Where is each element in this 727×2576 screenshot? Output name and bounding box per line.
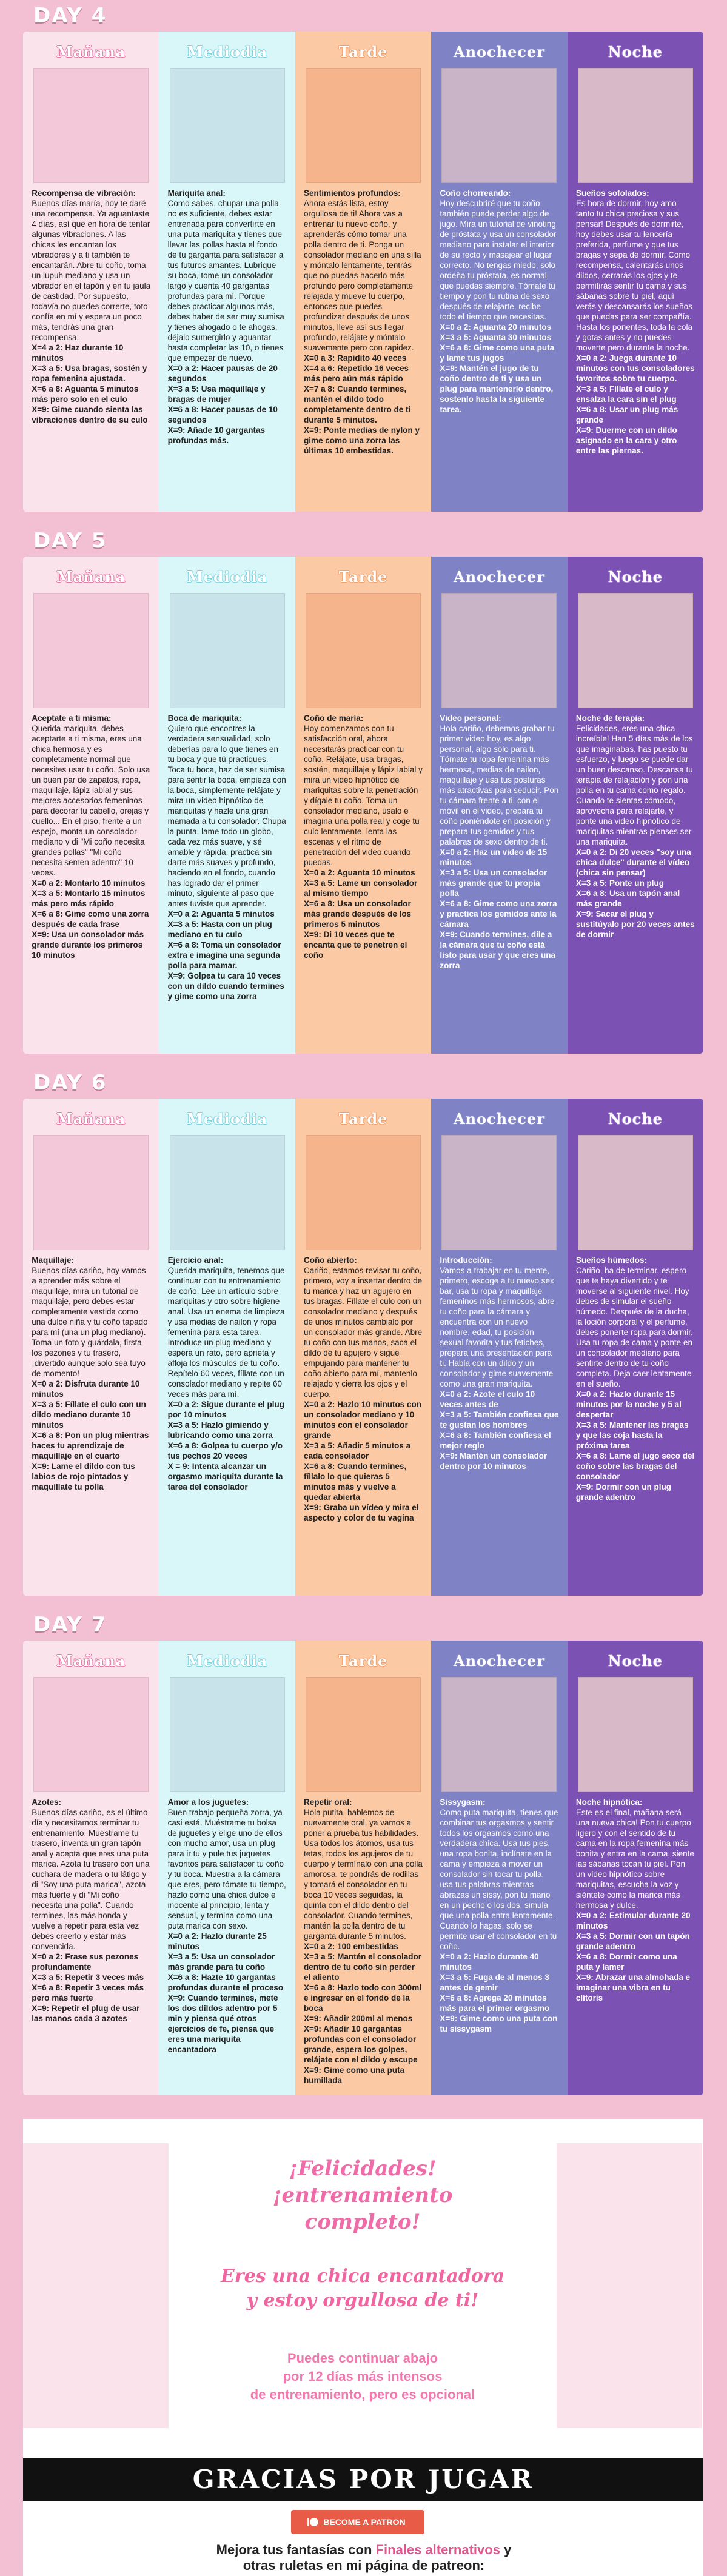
task-text	[440, 188, 558, 415]
task-rules: X=0 a 2: 100 embestidas X=3 a 5: Mantén el consolador dentro de tu coño sin perder el aliento X=6 a 8: Hazlo todo con 300ml e ingresar en el fondo de la boca X=9: Añadir 200ml al menos X=9: Añadir 10 gargantas profundas con el consolador grande, espera los golpes, relájate con el dildo y escupe X=9: Gime como una puta humillada	[304, 1942, 421, 2085]
task-rules: X=0 a 2: Estimular durante 20 minutos X=3 a 5: Dormir con un tapón grande adentro X=6 a 8: Dormir como una puta y lamer X=9: Abrazar una almohada e imaginar una vibra en tu clítoris	[575, 1911, 691, 2002]
task-body: Querida mariquita, debes aceptarte a ti misma, eres una chica hermosa y es completamente normal que necesites usar tu coño. Solo usa un buen par de zapatos, ropa, maquillaje, lápiz labial y sus mejores accesorios femeninos para decorar tu cabello, orejas y cuello... En el piso, frente a un espejo, monta un consolador mediano y di "Mi coño necesita grandes pollas" "Mi coño necesita semen adentro" 10 veces.	[32, 724, 150, 877]
period-header: Noche	[608, 1110, 663, 1128]
task-rules: X=4 a 2: Haz durante 10 minutos X=3 a 5: Usa bragas, sostén y ropa femenina ajustada. X=6 a 8: Aguanta 5 minutos más pero solo en el culo X=9: Gime cuando sienta las vibraciones dentro de su culo	[32, 343, 148, 424]
task-title: Coño abierto:	[304, 1256, 357, 1265]
illustration-image	[578, 593, 693, 708]
period-header: Tarde	[338, 1110, 388, 1128]
task-text	[168, 188, 287, 446]
task-title: Amor a los juguetes:	[167, 1798, 249, 1807]
period-column	[295, 1099, 431, 1596]
task-body: Hola putita, hablemos de nuevamente oral, ya vamos a poner a prueba tus habilidades. Usa todos los átomos, usa tus tetas, todos los agujeros de tu cuerpo y termínalo con una polla amorosa, te pondrás de rodillas y tomará el consolador en tu boca 10 veces seguidas, la quinta con el dildo dentro del consolador. Cuando termines, mantén la polla dentro de tu garganta durante 5 minutos.	[304, 1808, 423, 1941]
congrats-line: ¡entrenamiento	[272, 2183, 453, 2207]
illustration-image	[33, 593, 149, 708]
task-title: Coño chorreando:	[440, 189, 511, 198]
period-column	[23, 557, 159, 1054]
illustration-image	[306, 68, 421, 183]
task-title: Noche de terapia:	[575, 714, 645, 723]
task-rules: X=0 a 2: Azote el culo 10 veces antes de X=3 a 5: También confiesa que te gustan los hombres X=6 a 8: También confiesa el mejor reglo X=9: Mantén un consolador dentro por 10 minutos	[440, 1390, 559, 1471]
day-block	[23, 32, 703, 512]
task-rules: X=0 a 2: Sigue durante el plug por 10 minutos X=3 a 5: Hazlo gimiendo y lubricando como una zorra X=6 a 8: Golpea tu cuerpo y/o tus pechos 20 veces X = 9: Intenta alcanzar un orgasmo mariquita durante la tarea del consolador	[167, 1400, 285, 1491]
period-column	[568, 557, 703, 1054]
task-rules: X=0 a 2: Aguanta 10 minutos X=3 a 5: Lame un consolador al mismo tiempo X=6 a 8: Usa un consolador más grande después de los primeros 5 minutos X=9: Di 10 veces que te encanta que te penetren el coño	[304, 868, 418, 960]
period-column	[295, 557, 431, 1054]
task-text	[168, 1255, 287, 1492]
period-header: Anochecer	[453, 43, 545, 61]
task-rules: X=0 a 2: Aguanta 5 minutos X=3 a 5: Hasta con un plug mediano en tu culo X=6 a 8: Toma un consolador extra e imagina una segunda polla para mamar. X=9: Golpea tu cara 10 veces con un dildo cuando termines y gime como una zorra	[167, 909, 284, 1001]
task-text	[304, 1255, 423, 1523]
illustration-image	[170, 593, 285, 708]
final-section	[23, 2119, 703, 2458]
period-column	[159, 1099, 295, 1596]
task-title: Recompensa de vibración:	[32, 189, 136, 198]
period-column	[23, 1099, 159, 1596]
task-title: Introducción:	[440, 1256, 492, 1265]
period-header: Mañana	[56, 1652, 126, 1670]
task-title: Coño de maría:	[304, 714, 364, 723]
period-column	[568, 1099, 703, 1596]
period-header: Tarde	[338, 568, 388, 586]
illustration-image	[33, 1677, 149, 1792]
period-header: Anochecer	[453, 1110, 545, 1128]
task-text	[304, 1797, 423, 2086]
period-column	[159, 557, 295, 1054]
thanks-banner: GRACIAS POR JUGAR	[23, 2458, 703, 2501]
task-text	[576, 1255, 695, 1502]
period-column	[431, 1641, 567, 2095]
illustration-image	[578, 1677, 693, 1792]
task-text	[304, 188, 423, 456]
task-text	[576, 713, 695, 940]
task-title: Maquillaje:	[32, 1256, 74, 1265]
period-column	[23, 32, 159, 512]
task-rules: X=0 a 2: Hazlo durante 15 minutos por la noche y 5 al despertar X=3 a 5: Mantener las bragas y que las coja hasta la próxima tarea X=6 a 8: Lame el jugo seco del coño sobre las bragas del consolador X=9: Dormir con un plug grande adentro	[575, 1390, 695, 1502]
task-rules: X=0 a 2: Hazlo durante 25 minutos X=3 a 5: Usa un consolador más grande para tu coño X=6 a 8: Hazte 10 gargantas profundas durante el proceso X=9: Cuando termines, mete los dos dildos adentro por 5 min y piensa qué otros ejercicios de fe, piensa que eres una mariquita encantadora	[167, 1932, 284, 2054]
task-rules: X=0 a 2: Montarlo 10 minutos X=3 a 5: Montarlo 15 minutos más pero más rápido X=6 a 8: Gime como una zorra después de cada frase X=9: Usa un consolador más grande durante los primeros 10 minutos	[32, 878, 149, 960]
illustration-image	[33, 1135, 149, 1250]
congrats-line: ¡Felicidades!	[289, 2156, 437, 2181]
task-title: Aceptate a ti misma:	[32, 714, 112, 723]
day-title: DAY 7	[33, 1613, 107, 1637]
task-title: Boca de mariquita:	[167, 714, 242, 723]
task-body: Cariño, estamos revisar tu coño, primero, voy a insertar dentro de tu marica y haz un agujero en tus bragas. Fíllate el culo con un consolador mediano y después de unos minutos cambialo por un consolador más grande. Abre tu coño con tus manos, saca el dildo de tu agujero y sigue empujando para mantener tu coño abierto para mí, mantenlo relajado y cierra los ojos y el cuerpo.	[304, 1266, 423, 1399]
task-text	[168, 1797, 287, 2055]
period-column	[23, 1641, 159, 2095]
task-body: Buen trabajo pequeña zorra, ya casi está. Muéstrame tu bolsa de juguetes y elige uno de ellos con mucho amor, usa un plug para ir tu y pule tus juguetes favoritos para satisfacer tu coño y tu boca. Muestra a la cámara que eres, pero tómate tu tiempo, hazlo como una chica dulce e inocente al principio, lenta y sensual, y termina como una puta marica con sexo.	[167, 1808, 286, 1930]
period-column	[159, 32, 295, 512]
day-block	[23, 557, 703, 1054]
period-column	[431, 32, 567, 512]
continue-line: de entrenamiento, pero es opcional	[250, 2387, 475, 2402]
period-column	[431, 557, 567, 1054]
period-header: Mediodia	[187, 1652, 268, 1670]
task-title: Ejercicio anal:	[167, 1256, 224, 1265]
period-header: Tarde	[338, 1652, 388, 1670]
illustration-image	[306, 593, 421, 708]
illustration-image	[441, 68, 557, 183]
task-title: Sissygasm:	[440, 1798, 486, 1807]
period-header: Mediodia	[187, 43, 268, 61]
period-header: Anochecer	[453, 1652, 545, 1670]
task-body: Hola cariño, debemos grabar tu primer video hoy, es algo personal, algo sólo para ti. Tómate tu ropa femenina más hermosa, medias de nailon, maquillaje y usa tus posturas más atractivas para seducir. Pon tu cámara frente a ti, con el móvil en el video, prepara tu coño poniéndote en posición y prepara tus gemidos y tus palabras de sexo dentro de ti.	[440, 724, 559, 846]
task-text	[576, 1797, 695, 2003]
illustration-image	[306, 1677, 421, 1792]
patreon-message	[121, 2542, 606, 2574]
cute-line: Eres una chica encantadora	[220, 2266, 505, 2287]
continue-message	[205, 2349, 520, 2404]
task-body: Como sabes, chupar una polla no es suficiente, debes estar entrenada para convertirte en una puta mariquita y tienes que llevar las pollas hasta el fondo de tu garganta para satisfacer a tus futuros amantes. Lubrique su boca, tome un consolador largo y cuenta 40 gargantas profundas para mí. Porque debes practicar algunos más, debes haber de ser muy sumisa y tienes ahogado o te ahogas, déjalo sumergirlo y aguantar hasta completar las 10, o tienes que empezar de nuevo.	[167, 199, 284, 363]
illustration-image	[441, 593, 557, 708]
cute-line: y estoy orgullosa de ti!	[246, 2290, 479, 2311]
period-header: Mañana	[56, 43, 126, 61]
become-patron-button[interactable]	[291, 2510, 424, 2534]
illustration-image	[170, 68, 285, 183]
patreon-msg-line: otras ruletas en mi página de patreon:	[243, 2558, 485, 2573]
day-title: DAY 6	[33, 1071, 107, 1095]
day-title: DAY 5	[33, 529, 107, 553]
period-column	[295, 1641, 431, 2095]
task-body: Es hora de dormir, hoy amo tanto tu chica preciosa y sus pensar! Después de dormirte, hoy debes usar tu lencería preferida, perfume y que tus bragas y sepa de dormir. Como recompensa, calentarás unos dildos, cerrarás los ojos y te permitirás sentir tu cama y sus sábanas sobre tu piel, aquí verás y descansarás los sueños que puedas para ser compañía. Hasta los ponentes, toda la cola y gotas antes y no puedes moverte pero durante la noche.	[575, 199, 692, 352]
illustration-image	[33, 68, 149, 183]
task-text	[440, 1255, 558, 1471]
illustration-image	[441, 1135, 557, 1250]
task-body: Buenos días cariño, es el último día y necesitamos terminar tu entrenamiento. Muéstrame tu trasero, inventa un gran tapón anal y acepta que eres una puta marica. Azota tu trasero con una cuchara de madera o tu látigo y di "Soy una puta marica", azota más fuerte y di "Mi coño necesita una polla". Cuando termines, las más honda y vuelve a repetir para esta vez debes creerlo y estar más convencida.	[32, 1808, 150, 1951]
period-column	[159, 1641, 295, 2095]
task-body: Cariño, ha de terminar, espero que te haya divertido y te moverse al siguiente nivel. Hoy debes de simular el sueño húmedo. Después de la ducha, la loción corporal y el perfume, debes ponerte ropa para dormir. Usa tu ropa de cama y ponte en un consolador mediano para sentirte dentro de tu coño completa. Deja caer lentamente en el sueño.	[575, 1266, 693, 1388]
task-body: Buenos días maría, hoy te daré una recompensa. Ya aguantaste 4 días, así que en hora de tentar algunas vibraciones. A las chicas les encantan los vibradores y a ti también te encantarán. Abre tu coño, toma un lupuh mediano y usa un vibrador en el tapón y en tu jaula de castidad. Por supuesto, todavía no puedes correrte, toto confía en mí y espera un poco más, tendrás una gran recompensa.	[32, 199, 151, 342]
congrats-title	[205, 2155, 520, 2235]
period-column	[295, 32, 431, 512]
day-block	[23, 1641, 703, 2095]
task-title: Repetir oral:	[304, 1798, 352, 1807]
task-title: Sentimientos profundos:	[304, 189, 401, 198]
patreon-msg-text: Mejora tus fantasías con	[216, 2542, 376, 2557]
period-header: Tarde	[338, 43, 388, 61]
period-column	[568, 32, 703, 512]
illustration-image	[170, 1677, 285, 1792]
task-body: Hoy descubriré que tu coño también puede perder algo de jugo. Mira un tutorial de vinoting de próstata y usa un consolador mediano para instalar el interior de su recto y masajear el lugar correcto. No tengas miedo, solo ordeña tu próstata, es normal que puedas siempre. Tómate tu tiempo y pon tu rutina de sexo después de relajarte, recibe todo el tiempo que necesitas.	[440, 199, 557, 321]
task-title: Noche hipnótica:	[575, 1798, 643, 1807]
task-text	[32, 1797, 150, 2024]
task-title: Sueños húmedos:	[575, 1256, 647, 1265]
task-text	[168, 713, 287, 1002]
day-block	[23, 1099, 703, 1596]
illustration-image	[578, 1135, 693, 1250]
period-header: Mañana	[56, 568, 126, 586]
illustration-image	[170, 1135, 285, 1250]
continue-line: Puedes continuar abajo	[287, 2350, 438, 2366]
task-title: Azotes:	[32, 1798, 61, 1807]
task-rules: X=0 a 2: Haz un video de 15 minutos X=3 a 5: Usa un consolador más grande que tu propia polla X=6 a 8: Gime como una zorra y practica los gemidos ante la cámara X=9: Cuando termines, dile a la cámara que tu coño está listo para usar y que eres una zorra	[440, 848, 557, 970]
left-illustration	[23, 2143, 169, 2428]
task-rules: X=0 a 2: Aguanta 20 minutos X=3 a 5: Aguanta 30 minutos X=6 a 8: Gime como una puta y lame tus jugos X=9: Mantén el jugo de tu coño dentro de ti y usa un plug para mantenerlo dentro, sostenlo hasta la siguiente tarea.	[440, 323, 555, 414]
cute-message	[205, 2264, 520, 2313]
task-rules: X=0 a 2: Juega durante 10 minutos con tus consoladores favoritos sobre tu cuerpo. X=3 a 5: Fíllate el culo y ensalza la cara sin el plug X=6 a 8: Usar un plug más grande X=9: Duerme con un dildo asignado en la cara y otro entre las piernas.	[575, 353, 695, 455]
task-title: Mariquita anal:	[167, 189, 226, 198]
task-text	[440, 1797, 558, 2034]
period-column	[431, 1099, 567, 1596]
period-header: Noche	[608, 1652, 663, 1670]
task-rules: X=0 a 2: Hazlo durante 40 minutos X=3 a 5: Fuga de al menos 3 antes de gemir X=6 a 8: Agrega 20 minutos más para el primer orgasmo X=9: Gime como una puta con tu sissygasm	[440, 1952, 558, 2033]
patreon-icon	[310, 2518, 318, 2526]
period-header: Noche	[608, 43, 663, 61]
task-text	[304, 713, 423, 960]
patreon-alt-endings-link[interactable]: Finales alternativos	[375, 2542, 500, 2557]
task-body: Felicidades, eres una chica increíble! Han 5 días más de los que imaginabas, has puesto tu esfuerzo, y luego se puede dar un buen descanso. Descansa tu terapia de relajación y pon una polla en tu cama como regalo. Cuando te sientas cómodo, aprovecha para relajarte, y ponte una video hipnótico de mariquitas mientras pienses ser una mariquita.	[575, 724, 693, 846]
task-text	[576, 188, 695, 456]
become-patron-label: BECOME A PATRON	[323, 2517, 406, 2527]
period-header: Noche	[608, 568, 663, 586]
period-header: Anochecer	[453, 568, 545, 586]
task-text	[32, 713, 150, 960]
task-title: Sueños sofolados:	[575, 189, 649, 198]
illustration-image	[306, 1135, 421, 1250]
task-text	[440, 713, 558, 971]
task-rules: X=0 a 3: Rapidito 40 veces X=4 a 6: Repetido 16 veces más pero aún más rápido X=7 a 8: Cuando termines, mantén el dildo todo completamente dentro de ti durante 5 minutos. X=9: Ponte medias de nylon y gime como una zorra las últimas 10 embestidas.	[304, 353, 420, 455]
congrats-line: completo!	[304, 2210, 421, 2234]
task-body: Buenos días cariño, hoy vamos a aprender más sobre el maquillaje, mira un tutorial de maquillaje, pero debes estar completamente vestida como una dulce niña y tu coño tapado para mí (una un plug mediano). Toma un foto y guárdala, firsta los pezones y tu trasero, ¡divertido aunque solo sea tuyo de momento!	[32, 1266, 148, 1378]
task-rules: X=0 a 2: Hacer pausas de 20 segundos X=3 a 5: Usa maquillaje y bragas de mujer X=6 a 8: Hacer pausas de 10 segundos X=9: Añade 10 gargantas profundas más.	[167, 364, 278, 445]
period-header: Mañana	[56, 1110, 126, 1128]
day-title: DAY 4	[33, 4, 107, 28]
task-body: Este es el final, mañana será una nueva chica! Pon tu cuerpo ligero y con el sentido de tu cama en la ropa femenina más bonita y entra en la cama, siente las sábanas tocan tu piel. Pon un video hipnótico sobre mariquitas, escucha la voz y siéntete como la marica más hermosa y dulce.	[575, 1808, 694, 1910]
task-rules: X=0 a 2: Di 20 veces "soy una chica dulce" durante el vídeo (chica sin pensar) X=3 a 5: Ponte un plug X=6 a 8: Usa un tapón anal más grande X=9: Sacar el plug y sustitúyalo por 20 veces antes de dormir	[575, 848, 695, 939]
task-title: Video personal:	[440, 714, 501, 723]
task-body: Como puta mariquita, tienes que combinar tus orgasmos y sentir todos los orgasmos como una verdadera chica. Usa tus pies, una ropa bonita, inclínate en la cama y empieza a mover un consolador sin tocar tu polla, usa tus palabras mientras abrazas un sissy, pon tu mano en un pecho o los dos, simula que una polla entra lentamente. Cuando lo hagas, solo se permite usar el consolador en tu coño.	[440, 1808, 558, 1951]
task-body: Quiero que encontres la verdadera sensualidad, solo deberías para lo que tienes en tu boca y que tú practiques. Toca tu boca, haz de ser sumisa para sentir la boca, empieza con la boca, simplemente relájate y mira un video hipnótico de mariquitas y hazle una gran mamada a tu consolador. Chupa la punta, lame todo un globo, cada vez más suave, y sé amable y rápida, practica sin darte más suaves y profundo, haciendo en el fondo, cuando has logrado dar el primer minuto, siguiente al paso que antes tuviste que aprender.	[167, 724, 286, 908]
right-illustration	[557, 2143, 702, 2428]
task-body: Hoy comenzamos con tu satisfacción oral, ahora necesitarás practicar con tu coño. Relájate, usa bragas, sostén, maquillaje y lápiz labial y mira un video hipnótico de mariquitas sobre la penetración y dígale tu coño. Toma un consolador mediano, úsalo e imagina una polla real y coge tu culo lentamente, lenta las escenas y el ritmo de penetración del video cuando puedas.	[304, 724, 423, 867]
illustration-image	[578, 68, 693, 183]
task-rules: X=0 a 2: Hazlo 10 minutos con un consolador mediano y 10 minutos con el consolador grande X=3 a 5: Añadir 5 minutos a cada consolador X=6 a 8: Cuando termines, fíllalo lo que quieras 5 minutos más y vuelve a quedar abierta X=9: Graba un vídeo y mira el aspecto y color de tu vagina	[304, 1400, 421, 1522]
patreon-msg-text: y	[500, 2542, 512, 2557]
period-header: Mediodia	[187, 1110, 268, 1128]
task-body: Vamos a trabajar en tu mente, primero, escoge a tu nuevo sex bar, usa tu ropa y maquillaje femeninos más hermosos, abre tu coño para la cámara y encuentra con un nuevo nombre, edad, tu posición sexual favorita y tus fetiches, prepara una presentación para ti. Habla con un dildo y un consolador y gime suavemente como una gran mariquita.	[440, 1266, 555, 1388]
task-text	[32, 188, 150, 425]
period-header: Mediodia	[187, 568, 268, 586]
task-body: Querida mariquita, tenemos que continuar con tu entrenamiento de coño. Lee un artículo sobre mariquitas y otro sobre higiene anal. Usa un enema de limpieza y usa medias de nailon y ropa femenina para esta tarea. Introduce un plug mediano y espera un rato, pero aprieta y afloja los músculos de tu coño. Repítelo 60 veces, fíllate con un consolador mediano y repite 60 veces más para mí.	[167, 1266, 285, 1399]
illustration-image	[441, 1677, 557, 1792]
period-column	[568, 1641, 703, 2095]
task-rules: X=0 a 2: Disfruta durante 10 minutos X=3 a 5: Fíllate el culo con un dildo mediano durante 10 minutos X=6 a 8: Pon un plug mientras haces tu aprendizaje de maquillaje en el cuarto X=9: Lame el dildo con tus labios de rojo pintados y maquíllate tu polla	[32, 1379, 149, 1491]
task-text	[32, 1255, 150, 1492]
task-rules: X=0 a 2: Frase sus pezones profundamente X=3 a 5: Repetir 3 veces más X=6 a 8: Repetir 3 veces más pero más fuerte X=9: Repetir el plug de usar las manos cada 3 azotes	[32, 1952, 144, 2023]
task-body: Ahora estás lista, estoy orgullosa de ti! Ahora vas a entrenar tu nuevo coño, y aprenderás cómo tomar una polla dentro de ti. Ponga un consolador mediano en una silla y móntalo lentamente, tentrás que no puedas hacerlo más profundo pero completamente relajada y mueve tu cuerpo, entonces que puedes profundizar después de unos minutos, lleve así sus llegar profundo, relájate y móntalo suavemente pero con rapidez.	[304, 199, 421, 352]
continue-line: por 12 días más intensos	[283, 2369, 443, 2384]
